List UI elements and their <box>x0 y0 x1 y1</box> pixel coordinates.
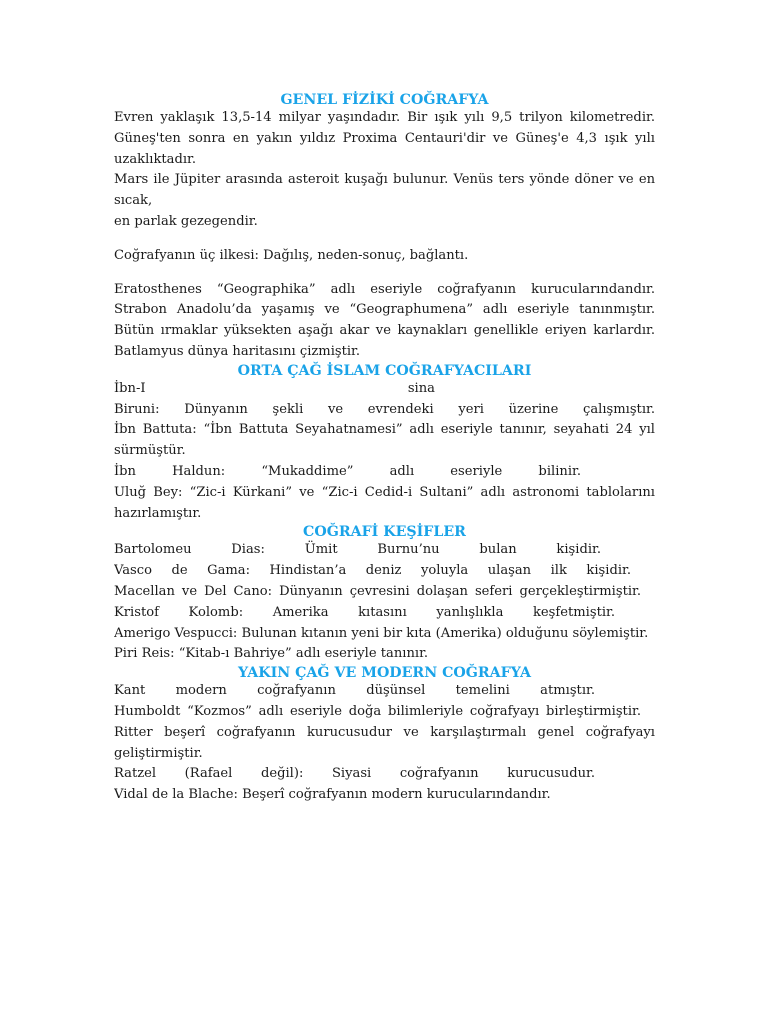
text-line: Bütün ırmaklar yüksekten aşağı akar ve kaynakları genellikle eriyen karlardır. <box>114 323 655 339</box>
text-line: Macellan ve Del Cano: Dünyanın çevresini dolaşan seferi gerçekleştirmiştir. <box>114 583 641 599</box>
section-title-yakin-cag-ve-modern-cografya: YAKIN ÇAĞ VE MODERN COĞRAFYA <box>238 665 531 682</box>
text-line: Ritter beşerî coğrafyanın kurucusudur ve karşılaştırmalı genel coğrafyayı <box>114 724 655 740</box>
text-line: Bartolomeu Dias: Ümit Burnu’nu bulan kişidir. <box>114 542 601 558</box>
paragraph-modern-cografya <box>114 681 655 806</box>
paragraph-kesifler <box>114 540 655 665</box>
text-line: geliştirmiştir. <box>114 745 203 761</box>
paragraph-islam-cografyacilari <box>114 379 655 525</box>
text-line: Kristof Kolomb: Amerika kıtasını yanlışlıkla keşfetmiştir. <box>114 604 615 620</box>
document-page <box>114 92 655 806</box>
text-line: Coğrafyanın üç ilkesi: Dağılış, neden-sonuç, bağlantı. <box>114 247 469 263</box>
text-line: Güneş'ten sonra en yakın yıldız Proxima Centauri'dir ve Güneş'e 4,3 ışık yılı <box>114 130 655 146</box>
text-line: sıcak, <box>114 193 153 209</box>
text-line: hazırlamıştır. <box>114 505 202 521</box>
text-line: sürmüştür. <box>114 443 186 459</box>
text-line: Piri Reis: “Kitab-ı Bahriye” adlı eseriyle tanınır. <box>114 646 429 662</box>
text-line: Amerigo Vespucci: Bulunan kıtanın yeni bir kıta (Amerika) olduğunu söylemiştir. <box>114 625 649 641</box>
text-line: İbn-I sina <box>114 380 435 396</box>
paragraph-evren <box>114 108 655 233</box>
text-line: uzaklıktadır. <box>114 151 197 167</box>
section-title-genel-fiziki-cografya: GENEL FİZİKİ COĞRAFYA <box>280 92 489 108</box>
text-line: Mars ile Jüpiter arasında asteroit kuşağı bulunur. Venüs ters yönde döner ve en <box>114 172 655 188</box>
text-line: Evren yaklaşık 13,5-14 milyar yaşındadır. Bir ışık yılı 9,5 trilyon kilometredir. <box>114 110 655 125</box>
text-line: Biruni: Dünyanın şekli ve evrendeki yeri üzerine çalışmıştır. <box>114 401 655 417</box>
text-line: en parlak gezegendir. <box>114 213 258 229</box>
text-line: Ratzel (Rafael değil): Siyasi coğrafyanın kurucusudur. <box>114 766 595 782</box>
text-line: Eratosthenes “Geographika” adlı eseriyle coğrafyanın kurucularındandır. <box>114 281 655 297</box>
text-line: Kant modern coğrafyanın düşünsel temelini atmıştır. <box>114 683 595 699</box>
paragraph-eratosthenes <box>114 280 655 363</box>
section-title-orta-cag-islam-cografyacilari: ORTA ÇAĞ İSLAM COĞRAFYACILARI <box>237 362 532 379</box>
text-line: Uluğ Bey: “Zic-i Kürkani” ve “Zic-i Cedid-i Sultani” adlı astronomi tablolarını <box>114 484 655 500</box>
text-line: Humboldt “Kozmos” adlı eseriyle doğa bilimleriyle coğrafyayı birleştirmiştir. <box>114 703 641 719</box>
text-line: İbn Haldun: “Mukaddime” adlı eseriyle bilinir. <box>114 463 581 479</box>
text-line: Vasco de Gama: Hindistan’a deniz yoluyla ulaşan ilk kişidir. <box>114 563 631 579</box>
text-line: Strabon Anadolu’da yaşamış ve “Geographumena” adlı eseriyle tanınmıştır. <box>114 302 655 318</box>
text-line: Batlamyus dünya haritasını çizmiştir. <box>114 343 361 359</box>
text-line: İbn Battuta: “İbn Battuta Seyahatnamesi” adlı eseriyle tanınır, seyahati 24 yıl <box>114 422 655 438</box>
text-line: Vidal de la Blache: Beşerî coğrafyanın modern kurucularındandır. <box>114 787 551 803</box>
paragraph-ilkeler <box>114 246 655 267</box>
section-title-cografi-kesifler: COĞRAFİ KEŞİFLER <box>303 524 466 541</box>
